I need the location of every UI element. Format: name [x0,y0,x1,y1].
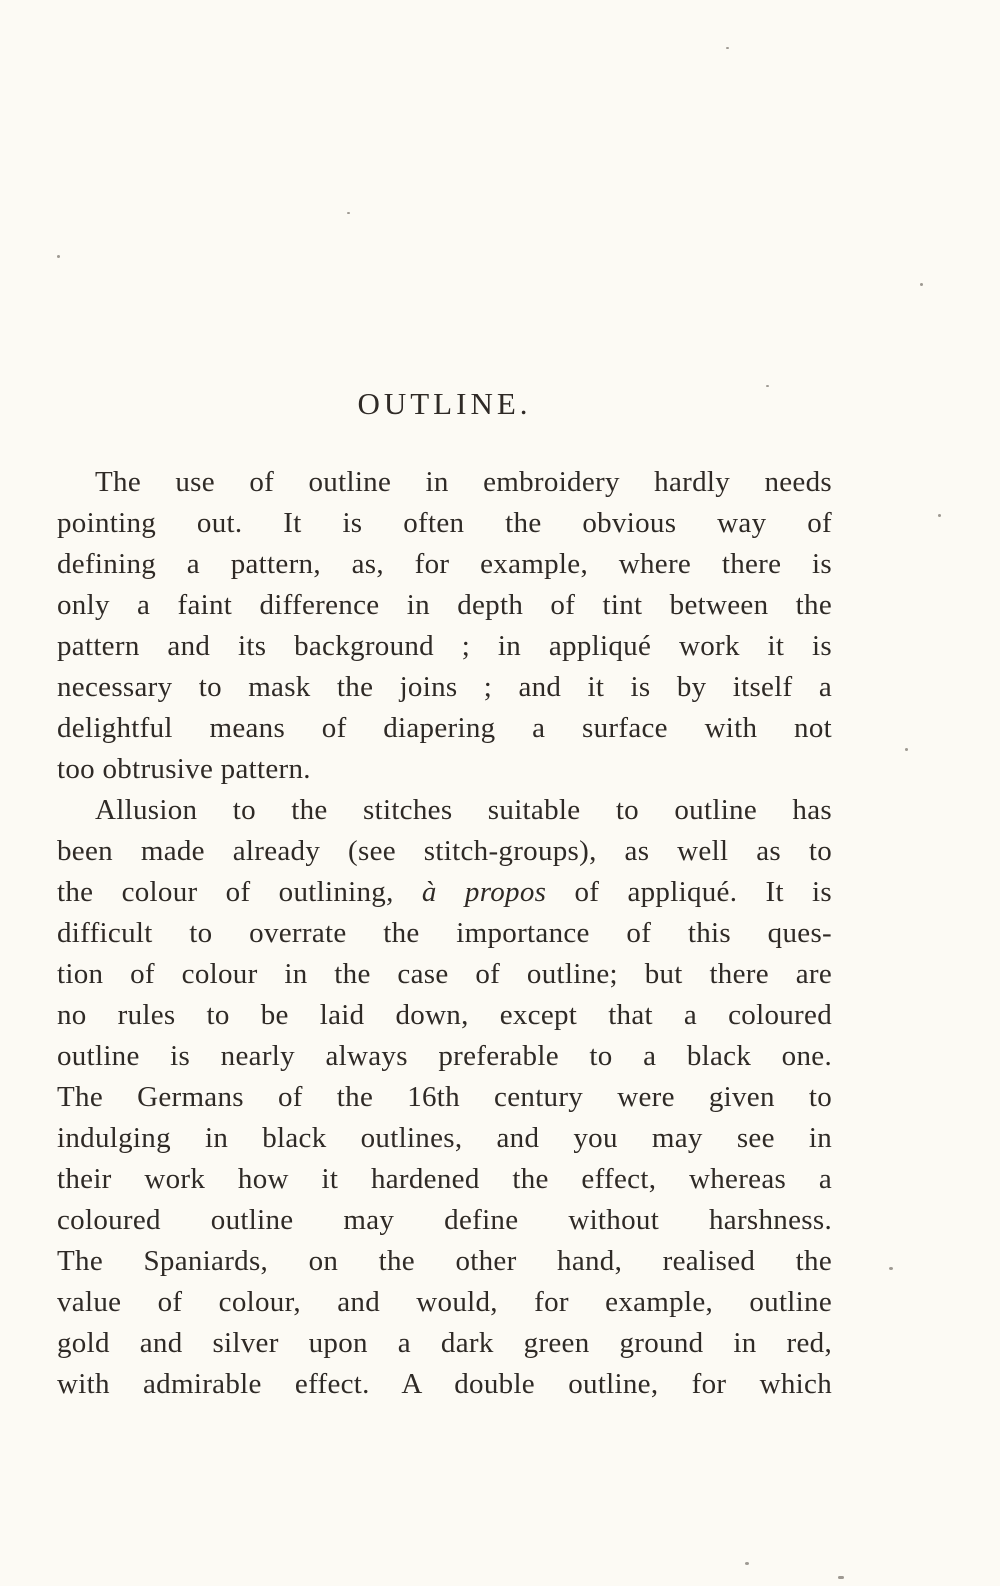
scan-speck [347,212,350,214]
text-line [57,954,832,995]
text-line [57,544,832,585]
text-line [57,1118,832,1159]
scan-speck [938,514,941,517]
paragraph [57,462,832,790]
text-line [57,708,832,749]
text-segment: indulging in black outlines, and you may see in [57,1122,832,1154]
text-segment: their work how it hardened the effect, whereas a [57,1163,832,1195]
text-line [57,1077,832,1118]
text-segment: of appliqué. It is [546,876,832,908]
scan-speck [889,1267,893,1270]
scan-speck [905,748,908,751]
scan-speck [838,1576,844,1579]
paragraph [57,790,832,1405]
text-segment: Allusion to the stitches suitable to outline has [95,794,832,826]
text-segment: The use of outline in embroidery hardly needs [95,466,832,498]
text-segment: tion of colour in the case of outline; but there are [57,958,832,990]
text-segment: no rules to be laid down, except that a coloured [57,999,832,1031]
scan-speck [766,385,769,387]
text-line [57,503,832,544]
text-segment: with admirable effect. A double outline, for which [57,1368,832,1400]
text-segment: The Germans of the 16th century were given to [57,1081,832,1113]
scan-speck [726,47,729,49]
text-segment: delightful means of diapering a surface with not [57,712,832,744]
page-heading: OUTLINE. [357,386,532,421]
text-segment: defining a pattern, as, for example, where there is [57,548,832,580]
text-line [57,831,832,872]
text-segment: coloured outline may define without harshness. [57,1204,832,1236]
text-segment: necessary to mask the joins ; and it is by itself a [57,671,832,703]
page-text-block [57,0,832,1405]
text-segment: The Spaniards, on the other hand, realised the [57,1245,832,1277]
text-line [57,1364,832,1405]
text-segment: gold and silver upon a dark green ground in red, [57,1327,832,1359]
text-segment: value of colour, and would, for example, outline [57,1286,832,1318]
text-line [57,913,832,954]
text-segment: pointing out. It is often the obvious way of [57,507,832,539]
text-segment: been made already (see stitch-groups), as well as to [57,835,832,867]
text-line [57,1159,832,1200]
text-line [57,667,832,708]
text-line [57,1036,832,1077]
text-line [57,995,832,1036]
text-line [57,1241,832,1282]
text-line [57,872,832,913]
text-segment: only a faint difference in depth of tint between the [57,589,832,621]
text-line [57,585,832,626]
scan-speck [920,283,923,286]
text-segment: outline is nearly always preferable to a black one. [57,1040,832,1072]
text-segment: difficult to overrate the importance of this ques- [57,917,832,949]
text-line [57,749,832,790]
text-line [57,462,832,503]
text-line [57,1323,832,1364]
text-segment: too obtrusive pattern. [57,753,311,785]
text-line [57,1282,832,1323]
scan-speck [745,1562,749,1565]
paragraphs-container [57,462,832,1405]
text-line [57,790,832,831]
text-line [57,1200,832,1241]
text-segment: the colour of outlining, [57,876,422,908]
text-segment: pattern and its background ; in appliqué work it is [57,630,832,662]
scan-speck [57,255,60,258]
italic-phrase: à propos [421,876,547,908]
text-line [57,626,832,667]
